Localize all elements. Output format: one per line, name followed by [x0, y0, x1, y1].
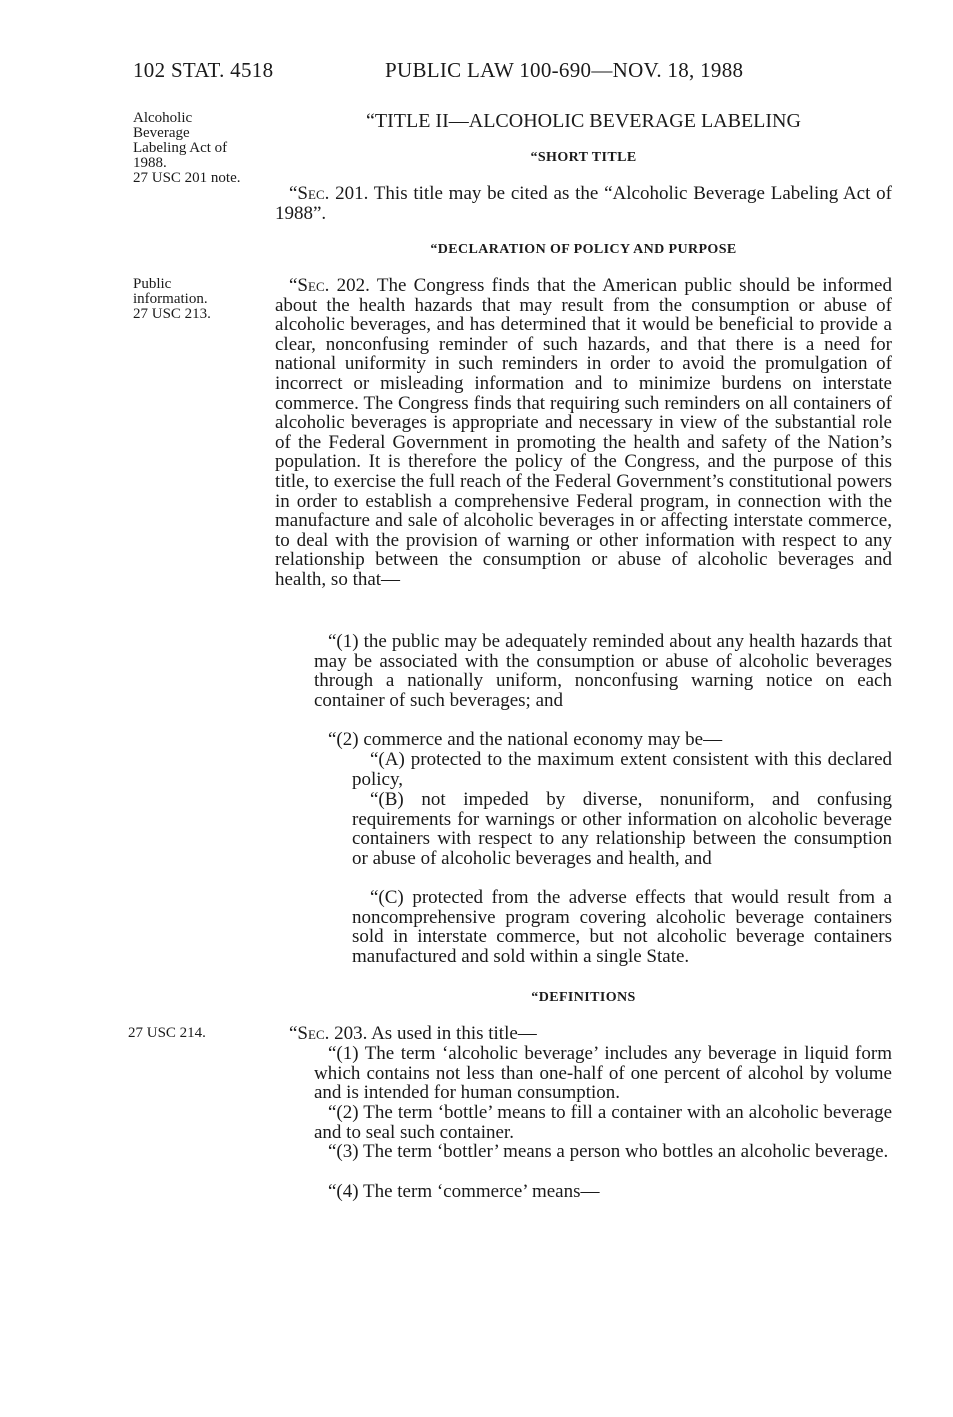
margin-note-usc-214: 27 USC 214.: [128, 1025, 206, 1041]
section-201-text: This title may be cited as the “Alcoholic Beverage Labeling Act of 1988”.: [275, 183, 892, 224]
definition-bottler: “(3) The term ‘bottler’ means a person who bottles an alcoholic beverage.: [328, 1141, 889, 1162]
paragraph-1: “(1) the public may be adequately reminded about any health hazards that may be associated with the consumption or abuse of alcoholic beverages through a nationally uniform, nonconfusing warning notice on each container of such beverages; and: [314, 631, 892, 711]
section-201: [275, 184, 892, 223]
section-203-label: “Sec. 203.: [289, 1023, 368, 1044]
law-reference: PUBLIC LAW 100-690—NOV. 18, 1988: [385, 58, 744, 82]
margin-note-public-information: Public information. 27 USC 213.: [133, 276, 211, 322]
section-202: [275, 276, 892, 590]
definition-commerce: “(4) The term ‘commerce’ means—: [328, 1181, 600, 1202]
definition-alcoholic-beverage: “(1) The term ‘alcoholic beverage’ includes any beverage in liquid form which contains not less than one-half of one percent of alcohol by volume and is intended for human consumption.: [314, 1043, 892, 1104]
short-title-heading: “SHORT TITLE: [530, 150, 637, 165]
page-reference: 102 STAT. 4518: [133, 58, 274, 82]
subparagraph-a: “(A) protected to the maximum extent consistent with this declared policy,: [352, 749, 892, 790]
subparagraph-c: “(C) protected from the adverse effects that would result from a noncomprehensive program covering alcoholic beverage containers sold in interstate commerce, but not alcoholic beverage containers manufactured and sold within a single State.: [352, 887, 892, 967]
declaration-heading: “DECLARATION OF POLICY AND PURPOSE: [430, 242, 737, 257]
section-203-text: As used in this title—: [367, 1023, 537, 1044]
margin-note-act-name: Alcoholic Beverage Labeling Act of 1988. 27 USC 201 note.: [133, 110, 241, 186]
definition-bottle: “(2) The term ‘bottle’ means to fill a container with an alcoholic beverage and to seal such container.: [314, 1102, 892, 1143]
section-202-text: The Congress finds that the American public should be informed about the health hazards that may result from the consumption or abuse of alcoholic beverages, and has determined that it would be beneficial to provide a clear, nonconfusing reminder of such hazards, and that there is a need for national uniformity in such reminders in order to avoid the promulgation of incorrect or misleading information and to minimize burdens on interstate commerce. The Congress finds that requiring such reminders on all containers of alcoholic beverages is appropriate and necessary in view of the substantial role of the Federal Government in promoting the health and safety of the Nation’s population. It is therefore the policy of the Congress, and the purpose of this title, to exercise the full reach of the Federal Government’s constitutional powers in order to establish a comprehensive Federal program, in connection with the manufacture and sale of alcoholic beverages in or affecting interstate commerce, to deal with the provision of warning or other information with respect to any relationship between the consumption or abuse of alcoholic beverages and health, so that—: [275, 275, 892, 590]
section-202-label: “Sec. 202.: [289, 275, 370, 296]
title-heading: “TITLE II—ALCOHOLIC BEVERAGE LABELING: [366, 110, 801, 132]
subparagraph-b: “(B) not impeded by diverse, nonuniform, and confusing requirements for warnings or other information on alcoholic beverage containers with respect to any relationship between the consumption or abuse of alcoholic beverages and health, and: [352, 789, 892, 869]
section-201-label: “Sec. 201.: [289, 183, 369, 204]
section-203: [275, 1024, 892, 1044]
definitions-heading: “DEFINITIONS: [531, 990, 636, 1005]
paragraph-2: “(2) commerce and the national economy may be—: [328, 729, 723, 750]
